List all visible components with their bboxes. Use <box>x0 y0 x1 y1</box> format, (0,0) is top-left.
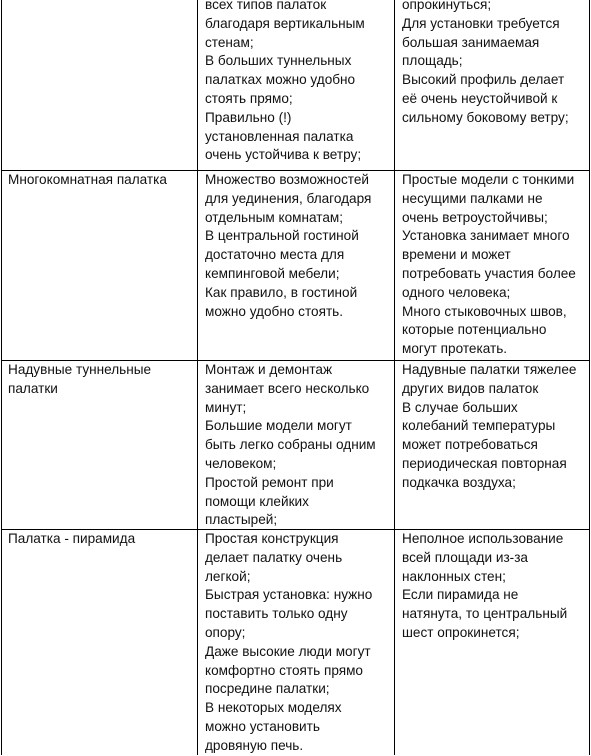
cell-text-line: В центральной гостиной <box>205 228 359 244</box>
cell-text-line: периодическая повторная <box>402 455 567 471</box>
cell-text-line: палатках можно удобно <box>205 72 356 88</box>
cell-text-line: очень устойчива к ветру; <box>205 147 362 163</box>
cell-text-line: Простая конструкция <box>205 531 339 546</box>
cell-text-line: комфортно стоять прямо <box>205 662 363 678</box>
cell-text-line: опору; <box>205 624 246 640</box>
cell-text-line: площадь; <box>402 53 463 69</box>
cell-text-line: других видов палаток <box>402 380 539 396</box>
cell-text-line: потребовать участия более <box>402 265 576 281</box>
cell-text-line: пластырей; <box>205 512 278 528</box>
cell-text-line: могут протекать. <box>402 341 508 357</box>
cell-text-line: для уединения, благодаря <box>205 190 372 206</box>
cell-text-line: Как правило, в гостиной <box>205 284 358 300</box>
cell-text-line: шест опрокинется; <box>402 624 520 640</box>
cell-text-line: Установка занимает много <box>402 228 570 244</box>
cell-text-line: установленная палатка <box>205 128 354 144</box>
cell-text-line: Много стыковочных швов, <box>402 303 567 319</box>
cell-text-line: может потребоваться <box>402 437 538 453</box>
cell-text-line: благодаря вертикальным <box>205 15 365 31</box>
cell-text-line: минут; <box>205 399 247 415</box>
cell-text-line: В случае больших <box>402 399 518 415</box>
cell-text-line: Монтаж и демонтаж <box>205 362 333 377</box>
disadvantages-cell <box>402 530 567 643</box>
cell-text-line: времени и может <box>402 247 511 263</box>
cell-text-line: стоять прямо; <box>205 90 293 106</box>
cell-text-line: Для установки требуется <box>402 15 560 31</box>
cell-text-line: Если пирамида не <box>402 587 519 603</box>
cell-text-line: Высокий профиль делает <box>402 72 565 88</box>
cell-text-line: дровяную печь. <box>205 737 304 753</box>
cell-text-line: Неполное использование <box>402 531 564 546</box>
cell-text-line: Многокомнатная палатка <box>8 172 167 187</box>
tent-type-cell <box>8 171 167 190</box>
cell-text-line: В больших туннельных <box>205 53 352 69</box>
advantages-cell <box>205 171 371 321</box>
disadvantages-cell <box>402 361 576 493</box>
cell-text-line: Простые модели с тонкими <box>402 172 575 187</box>
cell-text-line: Множество возможностей <box>205 172 369 187</box>
cell-text-line: Простой ремонт при <box>205 474 334 490</box>
cell-text-line: натянута, то центральный <box>402 606 568 622</box>
cell-text-line: палатки <box>8 380 58 396</box>
cell-text-line: поставить только одну <box>205 606 348 622</box>
cell-text-line: её очень неустойчивой к <box>402 90 558 106</box>
disadvantages-cell <box>402 0 569 128</box>
cell-text-line: Палатка - пирамида <box>8 531 136 546</box>
cell-text-line: наклонных стен; <box>402 568 506 584</box>
column-divider-1 <box>197 0 198 755</box>
cell-text-line: стенам; <box>205 34 254 50</box>
cell-text-line: Даже высокие люди могут <box>205 643 371 659</box>
cell-text-line: делает палатку очень <box>205 549 343 565</box>
cell-text-line: большая занимаемая <box>402 34 540 50</box>
table-border-left <box>1 0 2 755</box>
tent-type-cell <box>8 530 135 549</box>
advantages-cell <box>205 0 365 165</box>
cell-text-line: помощи клейких <box>205 493 309 509</box>
cell-text-line: Надувные палатки тяжелее <box>402 362 577 377</box>
cell-text-line: колебаний температуры <box>402 418 556 434</box>
cell-text-line: одного человека; <box>402 284 511 300</box>
column-divider-2 <box>394 0 395 755</box>
cell-text-line: опрокинуться; <box>402 0 492 12</box>
cell-text-line: легкой; <box>205 568 251 584</box>
cell-text-line: всех типов палаток <box>205 0 327 12</box>
cell-text-line: Правильно (!) <box>205 109 292 125</box>
cell-text-line: несущими палками не <box>402 190 543 206</box>
cell-text-line: всей площади из-за <box>402 549 528 565</box>
disadvantages-cell <box>402 171 576 359</box>
cell-text-line: сильному боковому ветру; <box>402 109 569 125</box>
cell-text-line: очень ветроустойчивы; <box>402 209 548 225</box>
cell-text-line: отдельным комнатам; <box>205 209 344 225</box>
tent-type-cell <box>8 361 151 399</box>
cell-text-line: можно установить <box>205 718 320 734</box>
cell-text-line: можно удобно стоять. <box>205 303 344 319</box>
cell-text-line: Быстрая установка: нужно <box>205 587 373 603</box>
cell-text-line: подкачка воздуха; <box>402 474 516 490</box>
cell-text-line: достаточно места для <box>205 247 345 263</box>
cell-text-line: занимает всего несколько <box>205 380 370 396</box>
cell-text-line: В некоторых моделях <box>205 700 342 716</box>
table-border-right <box>589 0 590 755</box>
cell-text-line: человеком; <box>205 455 277 471</box>
cell-text-line: Большие модели могут <box>205 418 352 434</box>
cell-text-line: которые потенциально <box>402 322 547 338</box>
advantages-cell <box>205 361 376 530</box>
cell-text-line: Надувные туннельные <box>8 362 152 377</box>
advantages-cell <box>205 530 372 756</box>
cell-text-line: быть легко собраны одним <box>205 437 376 453</box>
cell-text-line: кемпинговой мебели; <box>205 265 340 281</box>
cell-text-line: посредине палатки; <box>205 681 330 697</box>
